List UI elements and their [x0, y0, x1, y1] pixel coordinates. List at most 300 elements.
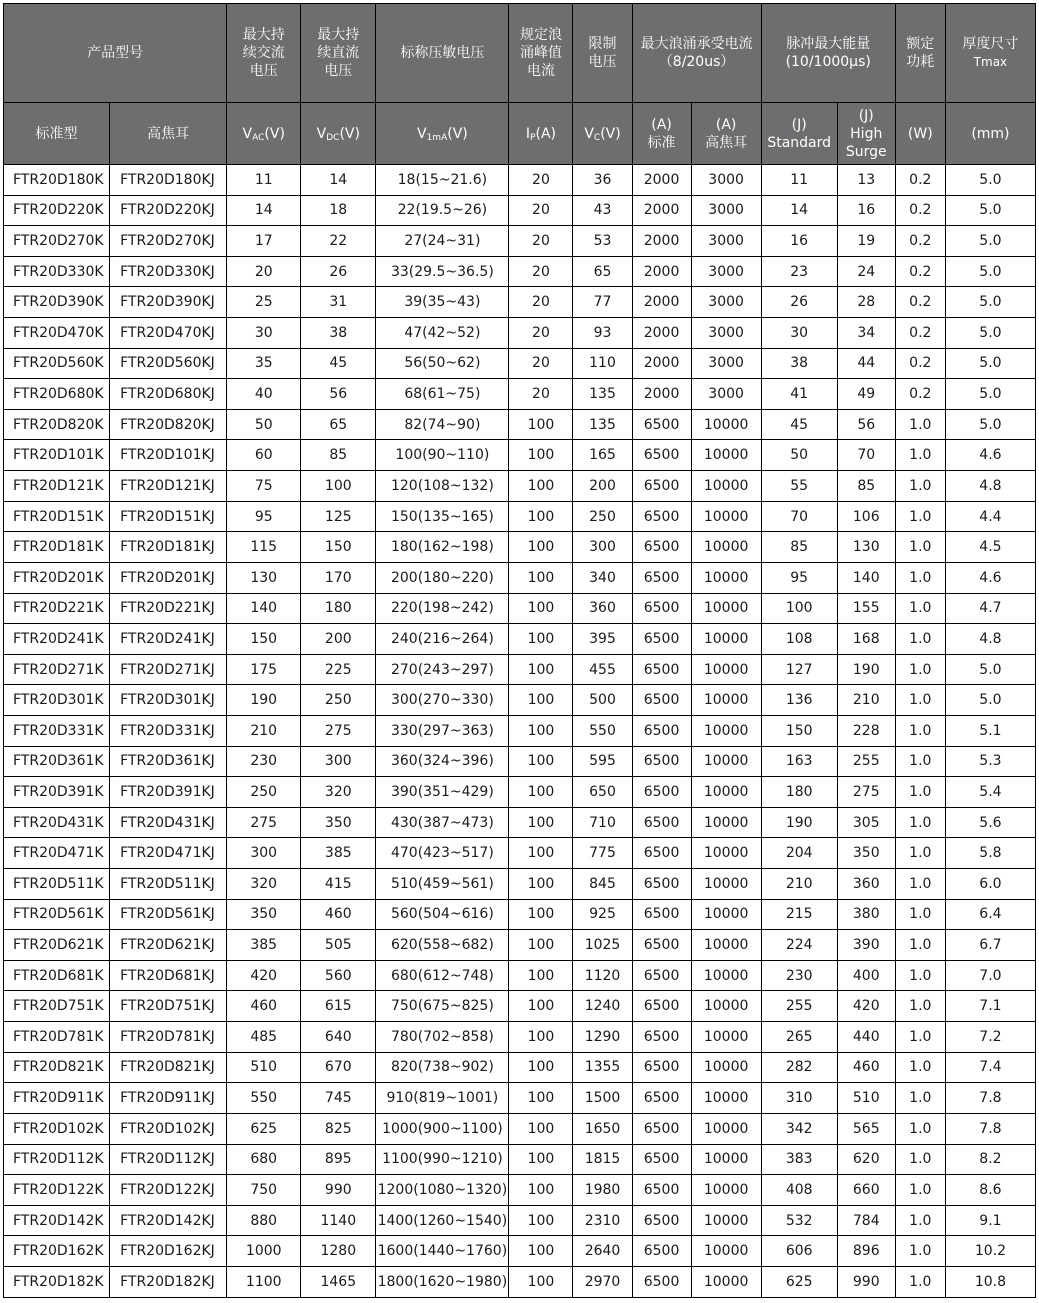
- cell-thickness: 5.4: [945, 777, 1035, 808]
- table-row: [4, 1266, 1036, 1297]
- cell-vac: 300: [227, 838, 301, 869]
- table-row: [4, 1236, 1036, 1267]
- cell-energy-hs: 510: [837, 1083, 895, 1114]
- cell-surge-hs: 10000: [691, 409, 761, 440]
- cell-energy-std: 210: [761, 869, 837, 900]
- cell-vdc: 300: [301, 746, 376, 777]
- cell-thickness: 7.0: [945, 960, 1035, 991]
- cell-ip: 20: [509, 226, 573, 257]
- cell-vc: 710: [573, 807, 632, 838]
- cell-vac: 25: [227, 287, 301, 318]
- cell-energy-hs: 400: [837, 960, 895, 991]
- cell-power: 0.2: [895, 379, 945, 410]
- cell-standard-model: FTR20D431K: [4, 807, 110, 838]
- cell-energy-std: 85: [761, 532, 837, 563]
- header-surge-std: (A) 标准: [632, 103, 691, 165]
- cell-v1ma: 910(819~1001): [376, 1083, 509, 1114]
- cell-thickness: 10.2: [945, 1236, 1035, 1267]
- cell-surge-hs: 10000: [691, 1113, 761, 1144]
- cell-energy-std: 23: [761, 256, 837, 287]
- cell-vc: 1650: [573, 1113, 632, 1144]
- cell-hs-model: FTR20D681KJ: [110, 960, 227, 991]
- cell-power: 1.0: [895, 501, 945, 532]
- cell-v1ma: 510(459~561): [376, 869, 509, 900]
- header-nominal-voltage: 标称压敏电压: [376, 4, 509, 103]
- cell-energy-hs: 16: [837, 195, 895, 226]
- cell-standard-model: FTR20D182K: [4, 1266, 110, 1297]
- cell-hs-model: FTR20D162KJ: [110, 1236, 227, 1267]
- cell-ip: 100: [509, 777, 573, 808]
- cell-ip: 100: [509, 685, 573, 716]
- cell-standard-model: FTR20D162K: [4, 1236, 110, 1267]
- cell-thickness: 5.0: [945, 287, 1035, 318]
- cell-vac: 420: [227, 960, 301, 991]
- cell-hs-model: FTR20D621KJ: [110, 930, 227, 961]
- cell-vac: 35: [227, 348, 301, 379]
- cell-energy-std: 255: [761, 991, 837, 1022]
- table-row: [4, 1022, 1036, 1053]
- cell-ip: 100: [509, 1205, 573, 1236]
- cell-hs-model: FTR20D102KJ: [110, 1113, 227, 1144]
- cell-energy-hs: 13: [837, 165, 895, 196]
- cell-surge-std: 6500: [632, 501, 691, 532]
- cell-vdc: 125: [301, 501, 376, 532]
- cell-energy-hs: 784: [837, 1205, 895, 1236]
- cell-power: 1.0: [895, 1144, 945, 1175]
- cell-v1ma: 270(243~297): [376, 654, 509, 685]
- cell-thickness: 5.0: [945, 409, 1035, 440]
- cell-v1ma: 360(324~396): [376, 746, 509, 777]
- cell-energy-hs: 85: [837, 471, 895, 502]
- cell-surge-hs: 10000: [691, 960, 761, 991]
- cell-v1ma: 47(42~52): [376, 318, 509, 349]
- cell-vdc: 670: [301, 1052, 376, 1083]
- table-row: [4, 624, 1036, 655]
- table-row: [4, 746, 1036, 777]
- header-energy-std: (J) Standard: [761, 103, 837, 165]
- cell-thickness: 5.8: [945, 838, 1035, 869]
- cell-thickness: 5.0: [945, 318, 1035, 349]
- header-power-unit: (W): [895, 103, 945, 165]
- cell-hs-model: FTR20D182KJ: [110, 1266, 227, 1297]
- cell-standard-model: FTR20D621K: [4, 930, 110, 961]
- cell-surge-hs: 10000: [691, 471, 761, 502]
- cell-vc: 43: [573, 195, 632, 226]
- cell-vdc: 85: [301, 440, 376, 471]
- cell-v1ma: 1200(1080~1320): [376, 1175, 509, 1206]
- cell-vdc: 100: [301, 471, 376, 502]
- cell-ip: 20: [509, 318, 573, 349]
- cell-v1ma: 220(198~242): [376, 593, 509, 624]
- cell-surge-hs: 10000: [691, 1205, 761, 1236]
- cell-surge-std: 2000: [632, 348, 691, 379]
- cell-vac: 140: [227, 593, 301, 624]
- cell-v1ma: 39(35~43): [376, 287, 509, 318]
- cell-power: 1.0: [895, 624, 945, 655]
- cell-vdc: 150: [301, 532, 376, 563]
- cell-vc: 300: [573, 532, 632, 563]
- cell-vc: 77: [573, 287, 632, 318]
- cell-hs-model: FTR20D511KJ: [110, 869, 227, 900]
- header-power: 额定功耗: [895, 4, 945, 103]
- cell-vdc: 18: [301, 195, 376, 226]
- cell-surge-std: 2000: [632, 287, 691, 318]
- cell-standard-model: FTR20D151K: [4, 501, 110, 532]
- cell-v1ma: 1100(990~1210): [376, 1144, 509, 1175]
- cell-vdc: 505: [301, 930, 376, 961]
- cell-ip: 100: [509, 746, 573, 777]
- header-vdc-unit: $V_{DC}(V)$: [301, 103, 376, 165]
- cell-vac: 350: [227, 899, 301, 930]
- cell-ip: 100: [509, 1266, 573, 1297]
- cell-vac: 60: [227, 440, 301, 471]
- cell-ip: 100: [509, 1144, 573, 1175]
- cell-vc: 550: [573, 715, 632, 746]
- cell-hs-model: FTR20D331KJ: [110, 715, 227, 746]
- cell-standard-model: FTR20D331K: [4, 715, 110, 746]
- cell-energy-hs: 360: [837, 869, 895, 900]
- cell-surge-std: 6500: [632, 838, 691, 869]
- cell-surge-hs: 3000: [691, 256, 761, 287]
- cell-surge-std: 2000: [632, 226, 691, 257]
- cell-vac: 175: [227, 654, 301, 685]
- cell-hs-model: FTR20D330KJ: [110, 256, 227, 287]
- cell-standard-model: FTR20D561K: [4, 899, 110, 930]
- cell-vac: 250: [227, 777, 301, 808]
- header-thickness-unit: (mm): [945, 103, 1035, 165]
- cell-thickness: 5.0: [945, 685, 1035, 716]
- cell-vdc: 825: [301, 1113, 376, 1144]
- cell-hs-model: FTR20D431KJ: [110, 807, 227, 838]
- cell-standard-model: FTR20D330K: [4, 256, 110, 287]
- cell-standard-model: FTR20D270K: [4, 226, 110, 257]
- cell-vac: 40: [227, 379, 301, 410]
- cell-thickness: 4.4: [945, 501, 1035, 532]
- cell-surge-std: 6500: [632, 1113, 691, 1144]
- cell-energy-std: 408: [761, 1175, 837, 1206]
- cell-v1ma: 150(135~165): [376, 501, 509, 532]
- cell-power: 0.2: [895, 226, 945, 257]
- cell-vdc: 170: [301, 562, 376, 593]
- cell-thickness: 8.6: [945, 1175, 1035, 1206]
- cell-vac: 1100: [227, 1266, 301, 1297]
- cell-power: 1.0: [895, 838, 945, 869]
- cell-vc: 1240: [573, 991, 632, 1022]
- cell-surge-std: 6500: [632, 1205, 691, 1236]
- cell-v1ma: 240(216~264): [376, 624, 509, 655]
- cell-power: 1.0: [895, 777, 945, 808]
- cell-surge-hs: 3000: [691, 348, 761, 379]
- cell-vdc: 385: [301, 838, 376, 869]
- cell-standard-model: FTR20D112K: [4, 1144, 110, 1175]
- cell-vac: 95: [227, 501, 301, 532]
- cell-vac: 275: [227, 807, 301, 838]
- cell-v1ma: 1600(1440~1760): [376, 1236, 509, 1267]
- cell-vdc: 990: [301, 1175, 376, 1206]
- cell-surge-std: 6500: [632, 930, 691, 961]
- cell-vdc: 275: [301, 715, 376, 746]
- cell-standard-model: FTR20D122K: [4, 1175, 110, 1206]
- header-thickness-label: 厚度尺寸: [962, 36, 1019, 52]
- cell-energy-hs: 155: [837, 593, 895, 624]
- cell-energy-hs: 350: [837, 838, 895, 869]
- cell-vdc: 640: [301, 1022, 376, 1053]
- cell-thickness: 5.0: [945, 165, 1035, 196]
- cell-vdc: 22: [301, 226, 376, 257]
- cell-standard-model: FTR20D102K: [4, 1113, 110, 1144]
- cell-energy-std: 310: [761, 1083, 837, 1114]
- cell-standard-model: FTR20D361K: [4, 746, 110, 777]
- header-surge-hs: (A) 高焦耳: [691, 103, 761, 165]
- cell-power: 1.0: [895, 1205, 945, 1236]
- cell-vdc: 65: [301, 409, 376, 440]
- cell-ip: 100: [509, 1022, 573, 1053]
- cell-power: 1.0: [895, 960, 945, 991]
- cell-hs-model: FTR20D142KJ: [110, 1205, 227, 1236]
- header-vc-unit: $V_C(V)$: [573, 103, 632, 165]
- cell-energy-std: 55: [761, 471, 837, 502]
- table-row: [4, 930, 1036, 961]
- cell-vc: 360: [573, 593, 632, 624]
- cell-ip: 100: [509, 562, 573, 593]
- cell-ip: 100: [509, 1113, 573, 1144]
- cell-vc: 110: [573, 348, 632, 379]
- cell-standard-model: FTR20D821K: [4, 1052, 110, 1083]
- cell-energy-hs: 130: [837, 532, 895, 563]
- cell-vac: 510: [227, 1052, 301, 1083]
- cell-power: 1.0: [895, 1022, 945, 1053]
- cell-thickness: 5.0: [945, 379, 1035, 410]
- cell-energy-hs: 228: [837, 715, 895, 746]
- cell-power: 1.0: [895, 930, 945, 961]
- cell-vc: 135: [573, 379, 632, 410]
- table-row: [4, 532, 1036, 563]
- cell-thickness: 9.1: [945, 1205, 1035, 1236]
- cell-surge-std: 2000: [632, 256, 691, 287]
- cell-v1ma: 33(29.5~36.5): [376, 256, 509, 287]
- cell-power: 1.0: [895, 807, 945, 838]
- cell-ip: 100: [509, 1052, 573, 1083]
- cell-surge-std: 2000: [632, 195, 691, 226]
- cell-vc: 36: [573, 165, 632, 196]
- cell-hs-model: FTR20D301KJ: [110, 685, 227, 716]
- cell-v1ma: 22(19.5~26): [376, 195, 509, 226]
- cell-thickness: 5.0: [945, 226, 1035, 257]
- table-row: [4, 1113, 1036, 1144]
- cell-thickness: 6.4: [945, 899, 1035, 930]
- cell-energy-hs: 44: [837, 348, 895, 379]
- cell-vac: 20: [227, 256, 301, 287]
- table-row: [4, 195, 1036, 226]
- cell-energy-std: 70: [761, 501, 837, 532]
- cell-thickness: 5.0: [945, 256, 1035, 287]
- cell-standard-model: FTR20D680K: [4, 379, 110, 410]
- cell-hs-model: FTR20D180KJ: [110, 165, 227, 196]
- cell-standard-model: FTR20D391K: [4, 777, 110, 808]
- cell-ip: 20: [509, 165, 573, 196]
- cell-vac: 30: [227, 318, 301, 349]
- cell-vac: 115: [227, 532, 301, 563]
- cell-energy-std: 204: [761, 838, 837, 869]
- cell-energy-hs: 420: [837, 991, 895, 1022]
- cell-power: 1.0: [895, 1236, 945, 1267]
- cell-hs-model: FTR20D821KJ: [110, 1052, 227, 1083]
- cell-energy-std: 383: [761, 1144, 837, 1175]
- cell-vac: 75: [227, 471, 301, 502]
- cell-hs-model: FTR20D391KJ: [110, 777, 227, 808]
- cell-hs-model: FTR20D122KJ: [110, 1175, 227, 1206]
- cell-surge-hs: 3000: [691, 195, 761, 226]
- cell-surge-std: 6500: [632, 1144, 691, 1175]
- cell-surge-hs: 10000: [691, 532, 761, 563]
- cell-power: 0.2: [895, 256, 945, 287]
- cell-surge-std: 6500: [632, 1083, 691, 1114]
- cell-vc: 845: [573, 869, 632, 900]
- table-row: [4, 777, 1036, 808]
- cell-v1ma: 680(612~748): [376, 960, 509, 991]
- table-row: [4, 501, 1036, 532]
- cell-energy-std: 215: [761, 899, 837, 930]
- cell-v1ma: 560(504~616): [376, 899, 509, 930]
- cell-power: 1.0: [895, 869, 945, 900]
- cell-power: 0.2: [895, 195, 945, 226]
- cell-energy-std: 606: [761, 1236, 837, 1267]
- table-row: [4, 685, 1036, 716]
- cell-hs-model: FTR20D112KJ: [110, 1144, 227, 1175]
- cell-hs-model: FTR20D241KJ: [110, 624, 227, 655]
- cell-energy-std: 190: [761, 807, 837, 838]
- cell-standard-model: FTR20D180K: [4, 165, 110, 196]
- table-row: [4, 1144, 1036, 1175]
- header-vac-unit: $V_{AC}(V)$: [227, 103, 301, 165]
- table-row: [4, 1083, 1036, 1114]
- cell-surge-hs: 10000: [691, 440, 761, 471]
- cell-energy-std: 41: [761, 379, 837, 410]
- cell-surge-hs: 10000: [691, 899, 761, 930]
- header-max-ac: 最大持续交流电压: [227, 4, 301, 103]
- cell-surge-std: 6500: [632, 440, 691, 471]
- cell-surge-std: 6500: [632, 1052, 691, 1083]
- header-ip-unit: $I_P(A)$: [509, 103, 573, 165]
- cell-surge-std: 6500: [632, 1022, 691, 1053]
- cell-energy-hs: 565: [837, 1113, 895, 1144]
- cell-surge-hs: 10000: [691, 1083, 761, 1114]
- cell-thickness: 5.6: [945, 807, 1035, 838]
- cell-vac: 1000: [227, 1236, 301, 1267]
- cell-v1ma: 430(387~473): [376, 807, 509, 838]
- cell-thickness: 5.0: [945, 348, 1035, 379]
- cell-power: 1.0: [895, 1052, 945, 1083]
- cell-v1ma: 68(61~75): [376, 379, 509, 410]
- header-hs-model: 高焦耳: [110, 103, 227, 165]
- cell-power: 1.0: [895, 1266, 945, 1297]
- cell-vac: 680: [227, 1144, 301, 1175]
- cell-vdc: 180: [301, 593, 376, 624]
- cell-surge-std: 6500: [632, 1236, 691, 1267]
- cell-hs-model: FTR20D270KJ: [110, 226, 227, 257]
- cell-standard-model: FTR20D471K: [4, 838, 110, 869]
- cell-hs-model: FTR20D121KJ: [110, 471, 227, 502]
- table-row: [4, 1175, 1036, 1206]
- cell-thickness: 5.3: [945, 746, 1035, 777]
- table-row: [4, 318, 1036, 349]
- cell-energy-hs: 440: [837, 1022, 895, 1053]
- cell-thickness: 4.6: [945, 562, 1035, 593]
- cell-vac: 130: [227, 562, 301, 593]
- cell-v1ma: 330(297~363): [376, 715, 509, 746]
- cell-energy-hs: 56: [837, 409, 895, 440]
- cell-vac: 150: [227, 624, 301, 655]
- cell-energy-std: 150: [761, 715, 837, 746]
- cell-energy-std: 30: [761, 318, 837, 349]
- cell-v1ma: 18(15~21.6): [376, 165, 509, 196]
- cell-energy-std: 45: [761, 409, 837, 440]
- cell-ip: 100: [509, 471, 573, 502]
- cell-vc: 650: [573, 777, 632, 808]
- cell-surge-hs: 3000: [691, 165, 761, 196]
- cell-v1ma: 300(270~330): [376, 685, 509, 716]
- cell-energy-hs: 990: [837, 1266, 895, 1297]
- cell-v1ma: 1800(1620~1980): [376, 1266, 509, 1297]
- cell-standard-model: FTR20D681K: [4, 960, 110, 991]
- cell-energy-hs: 460: [837, 1052, 895, 1083]
- cell-surge-std: 6500: [632, 562, 691, 593]
- cell-surge-hs: 10000: [691, 1144, 761, 1175]
- cell-power: 1.0: [895, 562, 945, 593]
- table-row: [4, 471, 1036, 502]
- cell-power: 1.0: [895, 654, 945, 685]
- cell-surge-hs: 10000: [691, 1175, 761, 1206]
- cell-vc: 250: [573, 501, 632, 532]
- cell-vc: 93: [573, 318, 632, 349]
- cell-hs-model: FTR20D911KJ: [110, 1083, 227, 1114]
- cell-energy-hs: 49: [837, 379, 895, 410]
- cell-vac: 385: [227, 930, 301, 961]
- cell-hs-model: FTR20D271KJ: [110, 654, 227, 685]
- cell-vac: 14: [227, 195, 301, 226]
- cell-surge-hs: 3000: [691, 379, 761, 410]
- table-row: [4, 562, 1036, 593]
- cell-hs-model: FTR20D781KJ: [110, 1022, 227, 1053]
- cell-thickness: 6.7: [945, 930, 1035, 961]
- cell-hs-model: FTR20D390KJ: [110, 287, 227, 318]
- cell-v1ma: 200(180~220): [376, 562, 509, 593]
- cell-power: 1.0: [895, 1175, 945, 1206]
- cell-vac: 11: [227, 165, 301, 196]
- table-row: [4, 409, 1036, 440]
- cell-standard-model: FTR20D181K: [4, 532, 110, 563]
- table-row: [4, 165, 1036, 196]
- cell-vac: 750: [227, 1175, 301, 1206]
- cell-surge-std: 6500: [632, 960, 691, 991]
- header-v1ma-unit: $V_{1mA}(V)$: [376, 103, 509, 165]
- cell-hs-model: FTR20D470KJ: [110, 318, 227, 349]
- cell-vc: 455: [573, 654, 632, 685]
- cell-surge-hs: 10000: [691, 746, 761, 777]
- cell-power: 1.0: [895, 532, 945, 563]
- cell-thickness: 7.4: [945, 1052, 1035, 1083]
- cell-ip: 100: [509, 807, 573, 838]
- table-row: [4, 1205, 1036, 1236]
- cell-vdc: 1280: [301, 1236, 376, 1267]
- cell-vc: 925: [573, 899, 632, 930]
- table-row: [4, 440, 1036, 471]
- cell-vdc: 200: [301, 624, 376, 655]
- cell-ip: 20: [509, 379, 573, 410]
- cell-ip: 100: [509, 838, 573, 869]
- cell-energy-std: 265: [761, 1022, 837, 1053]
- cell-standard-model: FTR20D751K: [4, 991, 110, 1022]
